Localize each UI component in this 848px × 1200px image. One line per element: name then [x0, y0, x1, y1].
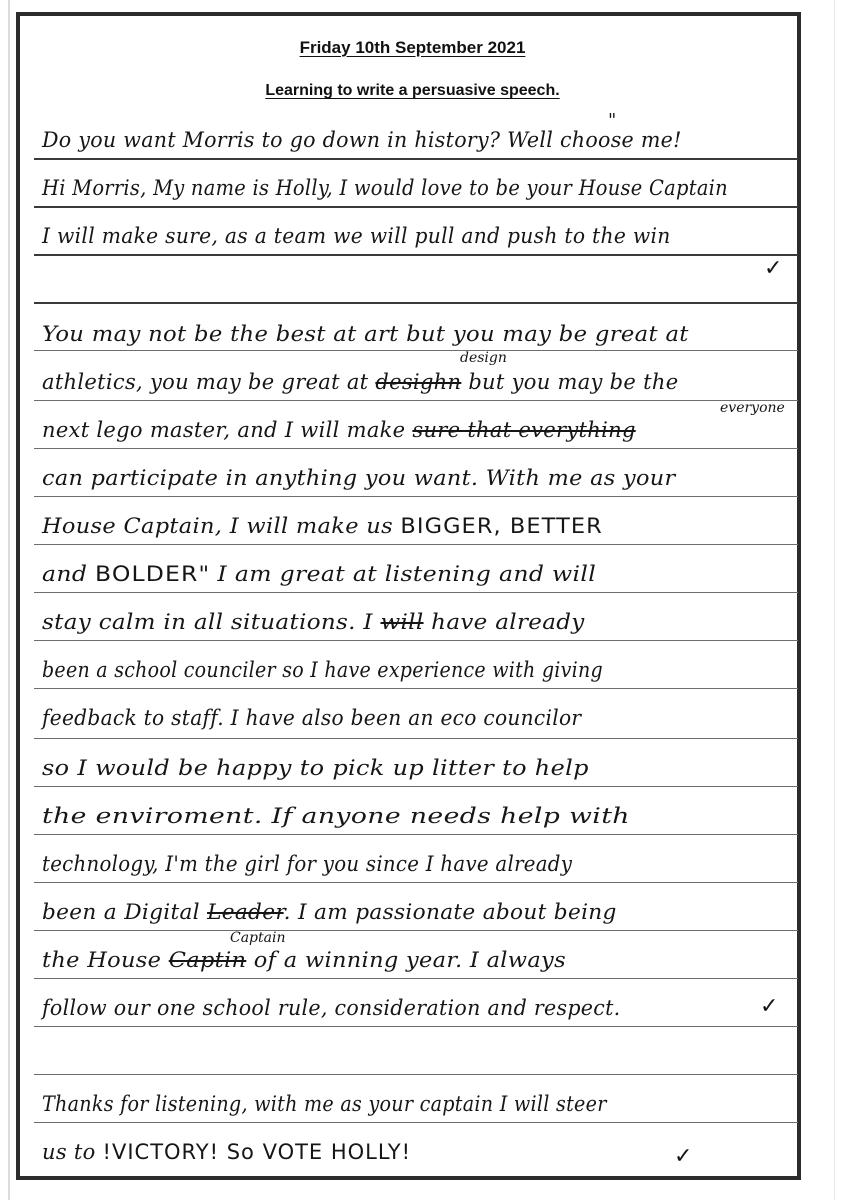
handwritten-line: can participate in anything you want. With me as your [42, 466, 676, 490]
capital-words: BIGGER, BETTER [400, 514, 603, 538]
text-segment: been a Digital [42, 900, 208, 924]
ruled-line [34, 978, 798, 979]
ruled-line [34, 158, 798, 160]
text-segment: House Captain, I will make us [42, 514, 401, 538]
ruled-line [34, 640, 798, 641]
handwritten-line [42, 900, 617, 924]
handwritten-line: Hi Morris, My name is Holly, I would love to be your House Captain [42, 176, 728, 200]
handwritten-line [42, 370, 678, 394]
handwritten-line: so I would be happy to pick up litter to help [42, 756, 589, 780]
scan-edge [8, 0, 10, 1200]
ruled-line [34, 254, 798, 256]
text-segment: stay calm in all situations. I [42, 610, 381, 634]
crossed-out-word: desighn [375, 370, 462, 394]
ruled-line [34, 206, 798, 208]
text-segment: the House [42, 948, 169, 972]
ruled-line [34, 786, 798, 787]
handwritten-line: I will make sure, as a team we will pull and push to the win [42, 224, 671, 248]
text-segment: . I am passionate about being [283, 900, 617, 924]
handwritten-line: technology, I'm the girl for you since I have already [42, 852, 573, 876]
text-segment: us to [42, 1140, 103, 1164]
ruled-line [34, 1074, 798, 1075]
inserted-correction: everyone [720, 400, 785, 416]
tick-mark: ✓ [764, 256, 783, 281]
handwritten-line [42, 948, 566, 972]
handwritten-line [42, 514, 603, 538]
handwritten-line: the enviroment. If anyone needs help with [42, 804, 630, 828]
ruled-line [34, 1122, 798, 1123]
handwritten-line: been a school counciler so I have experience with giving [42, 658, 603, 682]
inserted-correction: Captain [230, 930, 286, 946]
worksheet-page [16, 12, 801, 1180]
capital-words: !VICTORY! So VOTE HOLLY! [102, 1140, 412, 1164]
crossed-out-word: sure that everything [412, 418, 636, 442]
scan-edge [834, 0, 835, 1200]
ruled-line [34, 738, 798, 739]
text-segment: next lego master, and I will make [42, 418, 413, 442]
ruled-line [34, 448, 798, 449]
crossed-out-word: Leader [207, 900, 284, 924]
handwritten-line: feedback to staff. I have also been an eco councilor [42, 706, 582, 730]
handwritten-line [42, 562, 596, 586]
crossed-out-word: will [380, 610, 424, 634]
quote-mark: " [608, 110, 617, 131]
text-segment: athletics, you may be great at [42, 370, 376, 394]
page-title: Learning to write a persuasive speech. [265, 82, 560, 99]
text-segment: " I am great at listening and will [198, 562, 597, 586]
text-segment: of a winning year. I always [246, 948, 566, 972]
ruled-line [34, 1026, 798, 1027]
ruled-line [34, 834, 798, 835]
handwritten-line: Do you want Morris to go down in history? Well choose me! [42, 128, 682, 152]
ruled-line [34, 350, 798, 351]
handwritten-line: You may not be the best at art but you may be great at [42, 322, 689, 346]
ruled-line [34, 544, 798, 545]
ruled-line [34, 882, 798, 883]
page-date: Friday 10th September 2021 [299, 38, 526, 57]
text-segment: and [42, 562, 96, 586]
ruled-line [34, 688, 798, 689]
text-segment: but you may be the [461, 370, 679, 394]
text-segment: have already [423, 610, 585, 634]
crossed-out-word: Captin [168, 948, 247, 972]
capital-words: BOLDER [95, 562, 199, 586]
handwritten-line [42, 1140, 411, 1164]
ruled-line [34, 930, 798, 931]
handwritten-line [42, 418, 636, 442]
handwritten-line: Thanks for listening, with me as your captain I will steer [42, 1092, 607, 1116]
ruled-line [34, 496, 798, 497]
handwritten-line: follow our one school rule, consideration and respect. [42, 996, 621, 1020]
ruled-line [34, 400, 798, 401]
tick-mark: ✓ [760, 994, 779, 1019]
ruled-line [34, 302, 798, 304]
tick-mark: ✓ [674, 1144, 693, 1169]
ruled-line [34, 592, 798, 593]
handwritten-line [42, 610, 585, 634]
inserted-correction: design [460, 350, 507, 366]
